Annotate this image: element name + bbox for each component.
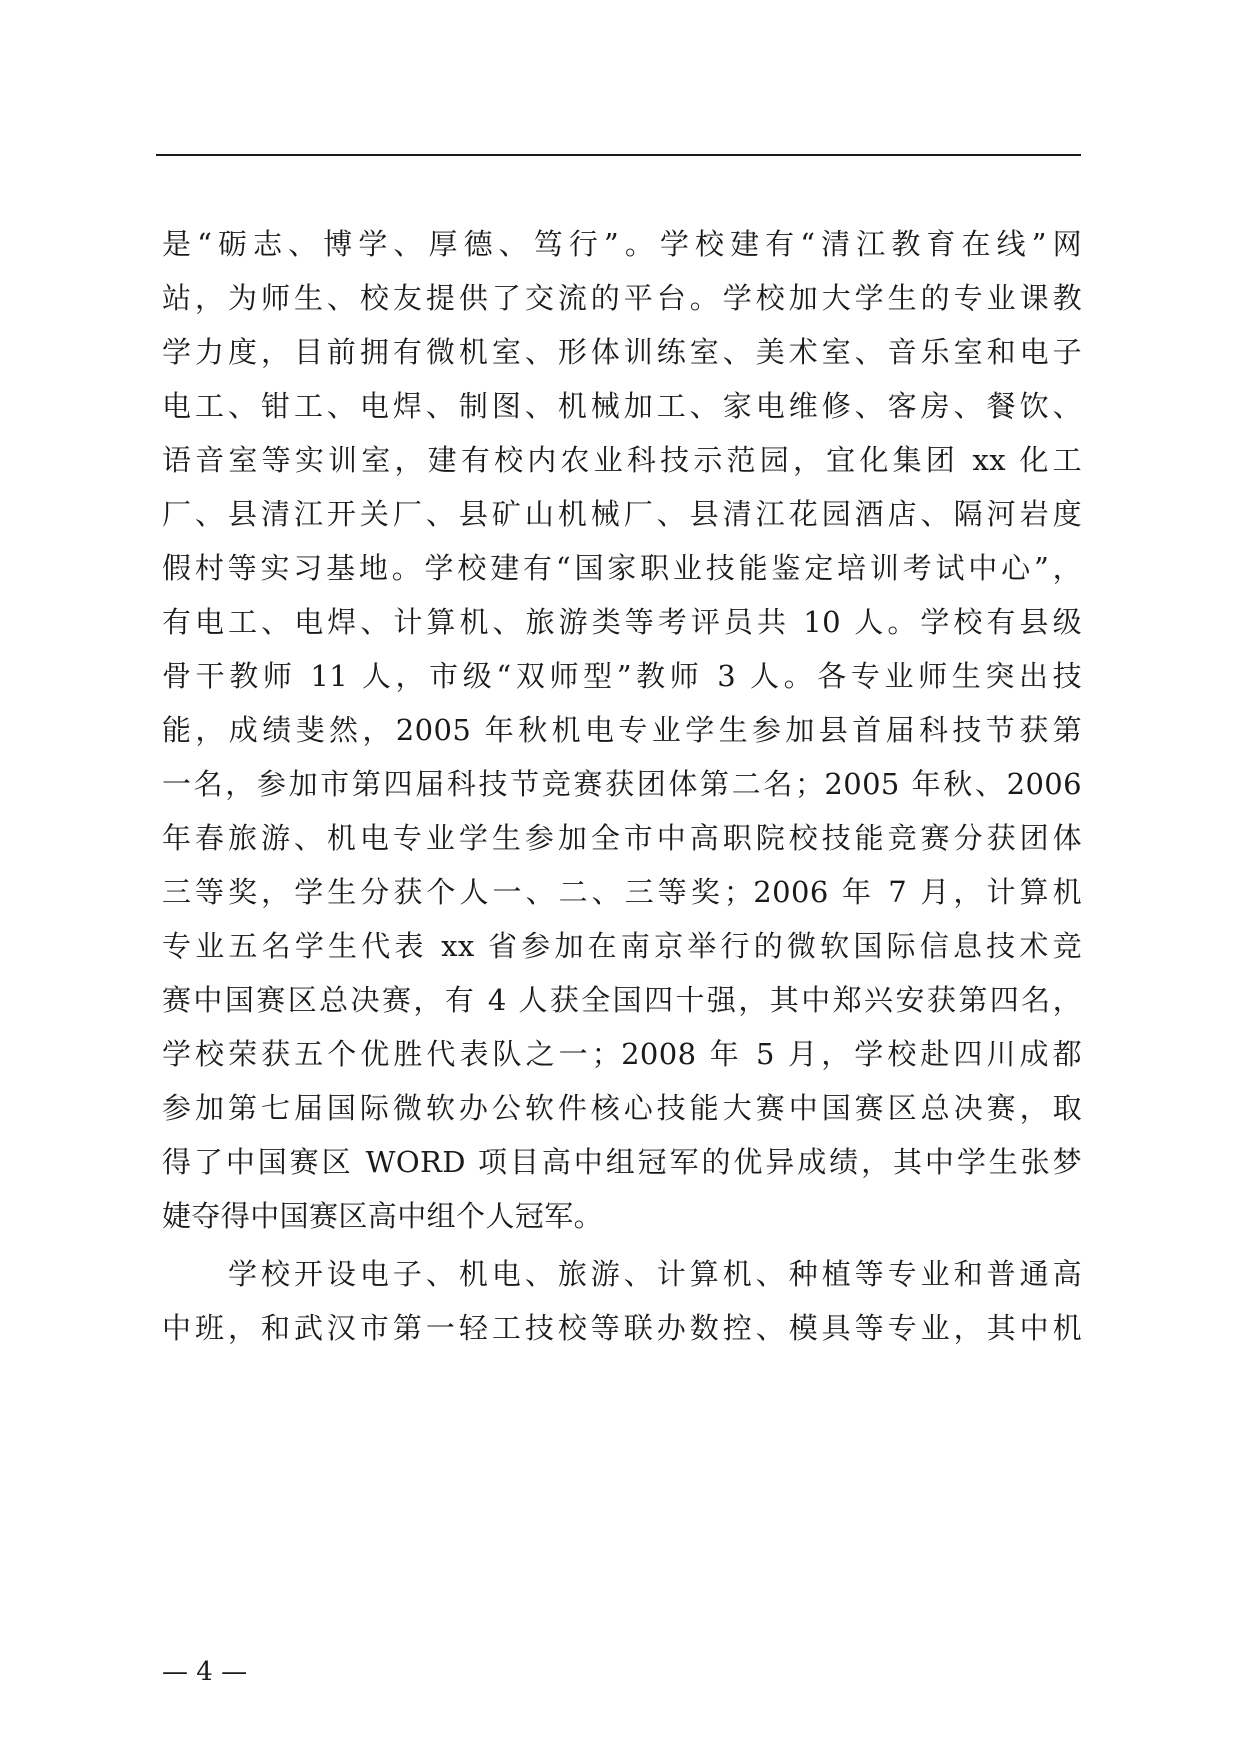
header-rule <box>156 154 1081 156</box>
text-line: 得了中国赛区 WORD 项目高中组冠军的优异成绩，其中学生张梦 <box>162 1145 1082 1179</box>
text-line: 语音室等实训室，建有校内农业科技示范园，宜化集团 xx 化工 <box>162 443 1082 477</box>
text-line: 有电工、电焊、计算机、旅游类等考评员共 10 人。学校有县级 <box>162 605 1082 639</box>
text-line: 学力度，目前拥有微机室、形体训练室、美术室、音乐室和电子 <box>162 335 1082 369</box>
text-line: 学校荣获五个优胜代表队之一；2008 年 5 月，学校赴四川成都 <box>162 1037 1082 1071</box>
text-line: 学校开设电子、机电、旅游、计算机、种植等专业和普通高 <box>162 1257 1082 1291</box>
text-line: 骨干教师 11 人，市级“双师型”教师 3 人。各专业师生突出技 <box>162 659 1082 693</box>
text-line: 婕夺得中国赛区高中组个人冠军。 <box>162 1199 604 1233</box>
text-line: 一名，参加市第四届科技节竞赛获团体第二名；2005 年秋、2006 <box>162 767 1082 801</box>
text-line: 专业五名学生代表 xx 省参加在南京举行的微软国际信息技术竞 <box>162 929 1082 963</box>
text-line: 站，为师生、校友提供了交流的平台。学校加大学生的专业课教 <box>162 281 1082 315</box>
text-line: 年春旅游、机电专业学生参加全市中高职院校技能竞赛分获团体 <box>162 821 1082 855</box>
text-line: 是“砺志、博学、厚德、笃行”。学校建有“清江教育在线”网 <box>162 227 1082 261</box>
text-line: 假村等实习基地。学校建有“国家职业技能鉴定培训考试中心”， <box>162 551 1082 585</box>
text-line: 中班，和武汉市第一轻工技校等联办数控、模具等专业，其中机 <box>162 1311 1082 1345</box>
page-number: — 4 — <box>162 1657 248 1687</box>
text-line: 电工、钳工、电焊、制图、机械加工、家电维修、客房、餐饮、 <box>162 389 1082 423</box>
text-line: 三等奖，学生分获个人一、二、三等奖；2006 年 7 月，计算机 <box>162 875 1082 909</box>
text-line: 赛中国赛区总决赛，有 4 人获全国四十强，其中郑兴安获第四名， <box>162 983 1082 1017</box>
text-line: 能，成绩斐然，2005 年秋机电专业学生参加县首届科技节获第 <box>162 713 1082 747</box>
text-line: 参加第七届国际微软办公软件核心技能大赛中国赛区总决赛，取 <box>162 1091 1082 1125</box>
text-line: 厂、县清江开关厂、县矿山机械厂、县清江花园酒店、隔河岩度 <box>162 497 1082 531</box>
